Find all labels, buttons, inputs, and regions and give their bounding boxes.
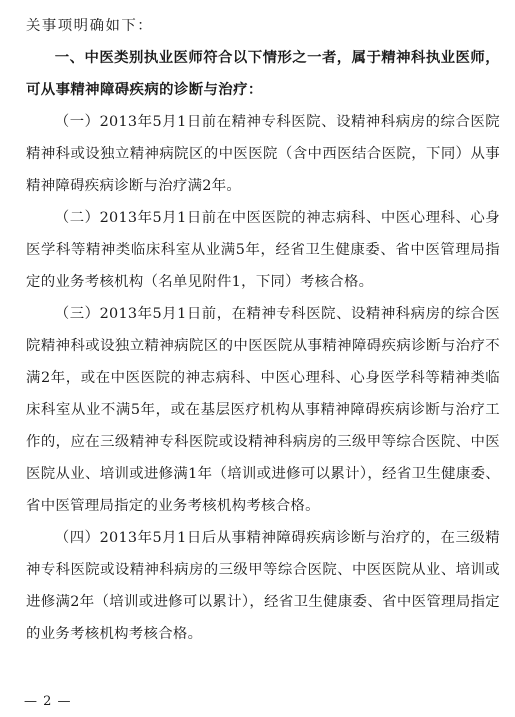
clause-2: （二）2013年5月1日前在中医医院的神志病科、中医心理科、心身医学科等精神类临床科室从业满5年，经省卫生健康委、省中医管理局指定的业务考核机构（名单见附件1，下同）考核合格。 <box>26 210 500 290</box>
section-heading-1: 一、中医类别执业医师符合以下情形之一者，属于精神科执业医师，可从事精神障碍疾病的诊断与治疗： <box>26 50 500 98</box>
page-number: — 2 — <box>24 694 72 709</box>
clause-3: （三）2013年5月1日前，在精神专科医院、设精神科病房的综合医院精神科或设独立精神病院区的中医医院从事精神障碍疾病诊断与治疗不满2年，或在中医医院的神志病科、中医心理科、心身医学科等精神类临床科室从业不满5年，或在基层医疗机构从事精神障碍疾病诊断与治疗工作的，应在三级精神专科医院或设精神科病房的三级甲等综合医院、中医医院从业、培训或进修满1年（培训或进修可以累计），经省卫生健康委、省中医管理局指定的业务考核机构考核合格。 <box>26 306 500 514</box>
clause-1: （一）2013年5月1日前在精神专科医院、设精神科病房的综合医院精神科或设独立精神病院区的中医医院（含中西医结合医院，下同）从事精神障碍疾病诊断与治疗满2年。 <box>26 114 500 194</box>
clause-4: （四）2013年5月1日后从事精神障碍疾病诊断与治疗的，在三级精神专科医院或设精神科病房的三级甲等综合医院、中医医院从业、培训或进修满2年（培训或进修可以累计），经省卫生健康委、省中医管理局指定的业务考核机构考核合格。 <box>26 530 500 642</box>
document-body <box>26 10 500 650</box>
intro-line: 关事项明确如下： <box>26 18 154 34</box>
